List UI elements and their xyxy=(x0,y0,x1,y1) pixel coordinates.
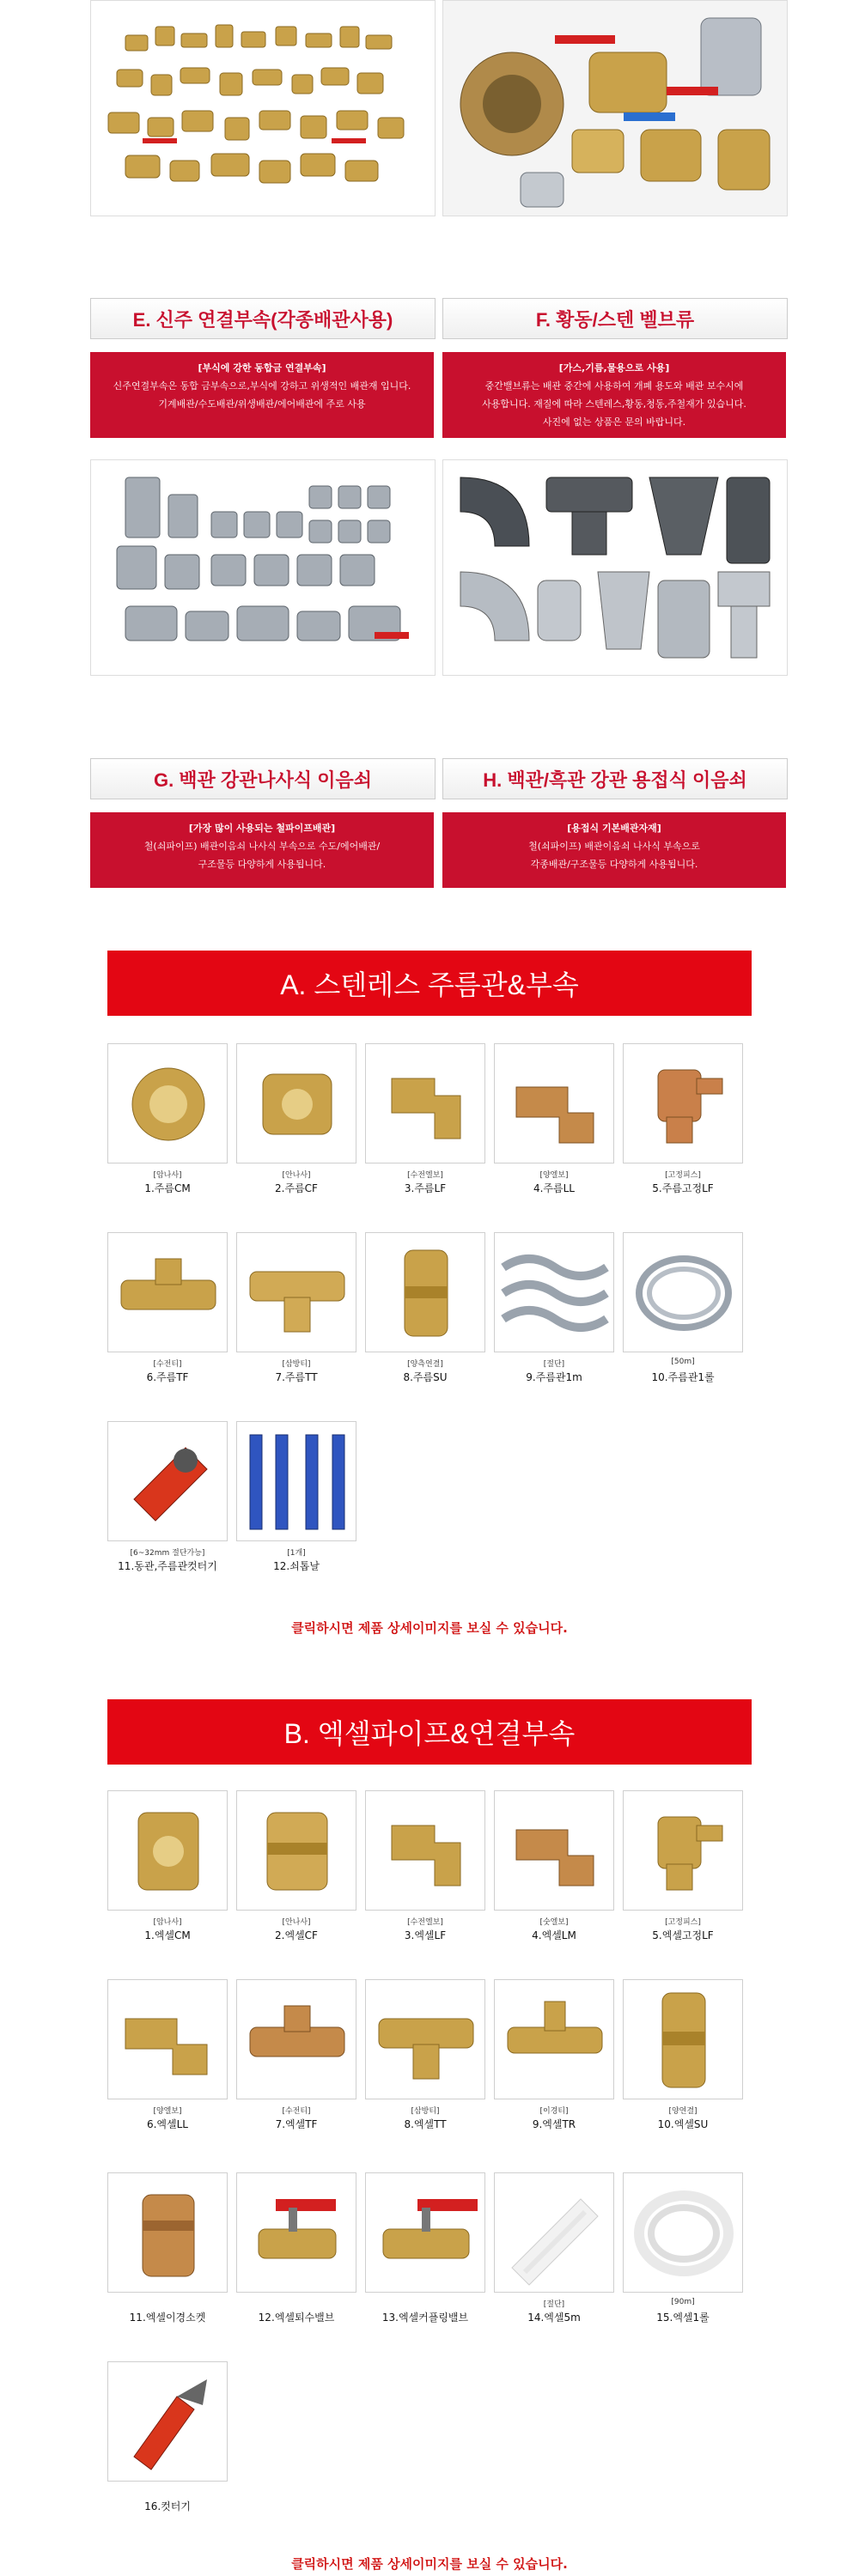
product-thumbnail[interactable] xyxy=(623,1043,743,1163)
product-tile[interactable] xyxy=(494,1043,614,1195)
product-name[interactable]: 2.엑셀CF xyxy=(275,1929,318,1941)
product-tile[interactable] xyxy=(494,1979,614,2131)
product-name[interactable]: 9.엑셀TR xyxy=(532,2118,576,2130)
product-tile[interactable] xyxy=(365,1979,485,2131)
product-name[interactable]: 10.주름관1롤 xyxy=(651,1371,715,1383)
product-thumbnail[interactable] xyxy=(365,1979,485,2099)
product-name[interactable]: 12.쇠톱날 xyxy=(273,1560,320,1572)
product-tile[interactable] xyxy=(365,2172,485,2324)
product-thumbnail[interactable] xyxy=(236,1043,356,1163)
category-line: 신주연결부속은 동합 금부속으로,부식에 강하고 위생적인 배관재 입니다. xyxy=(113,380,411,392)
section-a-banner: A. 스텐레스 주름관&부속 xyxy=(107,951,752,1016)
product-name[interactable]: 11.동관,주름관컷터기 xyxy=(118,1560,217,1572)
product-tile[interactable] xyxy=(236,1421,356,1573)
product-name[interactable]: 1.주름CM xyxy=(144,1182,191,1194)
category-line: 중간밸브류는 배관 중간에 사용하여 개폐 용도와 배관 보수시에 xyxy=(484,380,744,392)
product-name[interactable]: 12.엑셀퇴수밸브 xyxy=(258,2312,335,2324)
category-line: 기계배관/수도배관/위생배관/에어배관에 주로 사용 xyxy=(158,398,366,410)
product-tile[interactable] xyxy=(107,1043,228,1195)
product-tile[interactable] xyxy=(107,1421,228,1573)
galvanized-fittings-photo xyxy=(90,459,436,676)
product-name[interactable]: 14.엑셀5m xyxy=(527,2312,581,2324)
product-tag: [고정피스] xyxy=(665,1918,701,1927)
product-tag: [수전티] xyxy=(153,1360,182,1369)
product-name[interactable]: 1.엑셀CM xyxy=(144,1929,191,1941)
product-tile[interactable] xyxy=(107,1979,228,2131)
product-thumbnail[interactable] xyxy=(107,1421,228,1541)
product-tag xyxy=(236,2298,356,2308)
product-thumbnail[interactable] xyxy=(107,1232,228,1352)
product-name[interactable]: 6.주름TF xyxy=(146,1371,189,1383)
brass-fittings-photo xyxy=(90,0,436,216)
category-title-g[interactable]: G. 백관 강관나사식 이음쇠 xyxy=(90,758,436,799)
section-b-banner: B. 엑셀파이프&연결부속 xyxy=(107,1699,752,1765)
product-name[interactable]: 3.엑셀LF xyxy=(404,1929,447,1941)
product-tag xyxy=(107,2298,228,2308)
detail-image-note[interactable]: 클릭하시면 제품 상세이미지를 보실 수 있습니다. xyxy=(291,1620,568,1636)
product-name[interactable]: 8.주름SU xyxy=(403,1371,448,1383)
product-tag: [이경티] xyxy=(539,2107,569,2116)
product-tile[interactable] xyxy=(236,1979,356,2131)
category-desc-g xyxy=(90,812,434,888)
product-tile[interactable] xyxy=(107,2172,228,2324)
product-name[interactable]: 3.주름LF xyxy=(404,1182,447,1194)
product-tile[interactable] xyxy=(623,1979,743,2131)
product-thumbnail[interactable] xyxy=(365,2172,485,2293)
product-tag xyxy=(365,2298,485,2308)
product-thumbnail[interactable] xyxy=(107,1043,228,1163)
category-subtitle-e: [부식에 강한 동합금 연결부속] xyxy=(198,362,326,374)
category-line: 사용합니다. 재질에 따라 스텐레스,황동,청동,주철재가 있습니다. xyxy=(482,398,746,410)
category-desc-h xyxy=(442,812,786,888)
product-thumbnail[interactable] xyxy=(365,1043,485,1163)
product-name[interactable]: 9.주름관1m xyxy=(526,1371,582,1383)
product-tile[interactable] xyxy=(623,1790,743,1942)
product-tag: [암나사] xyxy=(153,1918,182,1927)
category-line: 구조물등 다양하게 사용됩니다. xyxy=(198,859,326,870)
product-tag: [6~32mm 절단가능] xyxy=(130,1549,205,1558)
product-tag: [절단] xyxy=(543,2300,565,2309)
product-tile[interactable] xyxy=(107,1232,228,1384)
product-name[interactable]: 5.주름고정LF xyxy=(652,1182,714,1194)
product-name[interactable]: 13.엑셀커플링밸브 xyxy=(381,2312,469,2324)
product-tile[interactable] xyxy=(494,1790,614,1942)
product-tag: [수전엘보] xyxy=(407,1171,443,1180)
product-thumbnail[interactable] xyxy=(107,1979,228,2099)
product-name[interactable]: 7.주름TT xyxy=(275,1371,318,1383)
product-tile[interactable] xyxy=(236,1043,356,1195)
category-line: 사진에 없는 상품은 문의 바랍니다. xyxy=(542,416,686,428)
product-tile[interactable] xyxy=(236,1790,356,1942)
product-thumbnail[interactable] xyxy=(494,1790,614,1911)
product-tile[interactable] xyxy=(623,2172,743,2324)
product-thumbnail[interactable] xyxy=(236,1421,356,1541)
product-thumbnail[interactable] xyxy=(107,1790,228,1911)
product-tag: [안나사] xyxy=(282,1918,311,1927)
product-thumbnail[interactable] xyxy=(236,2172,356,2293)
product-thumbnail[interactable] xyxy=(494,1043,614,1163)
product-thumbnail[interactable] xyxy=(623,1232,743,1352)
product-tag: [양측연결] xyxy=(407,1360,443,1369)
category-title-h[interactable]: H. 백관/흑관 강관 용접식 이음쇠 xyxy=(442,758,788,799)
product-tile[interactable] xyxy=(365,1232,485,1384)
product-tag: [수전엘보] xyxy=(407,1918,443,1927)
product-thumbnail[interactable] xyxy=(236,1232,356,1352)
product-tag: [1개] xyxy=(287,1549,306,1558)
product-tag: [50m] xyxy=(671,1358,695,1366)
product-thumbnail[interactable] xyxy=(236,1979,356,2099)
product-tile[interactable] xyxy=(236,2172,356,2324)
product-name[interactable]: 11.엑셀이경소켓 xyxy=(129,2312,206,2324)
product-tile[interactable] xyxy=(107,2361,228,2513)
product-tag: [수전티] xyxy=(282,2107,311,2116)
product-tile[interactable] xyxy=(365,1790,485,1942)
product-tag: [숫엘보] xyxy=(539,1918,569,1927)
category-subtitle-h: [용접식 기본배관자재] xyxy=(567,823,661,834)
product-thumbnail[interactable] xyxy=(107,2361,228,2482)
product-tag: [90m] xyxy=(671,2298,695,2306)
product-tag: [삼방티] xyxy=(282,1360,311,1369)
product-thumbnail[interactable] xyxy=(623,1790,743,1911)
category-subtitle-g: [가장 많이 사용되는 철파이프배관] xyxy=(188,823,336,834)
product-thumbnail[interactable] xyxy=(236,1790,356,1911)
product-tile[interactable] xyxy=(236,1232,356,1384)
product-tag xyxy=(107,2487,228,2497)
product-name[interactable]: 10.엑셀SU xyxy=(657,2118,709,2130)
product-thumbnail[interactable] xyxy=(494,2172,614,2293)
product-name[interactable]: 4.엑셀LM xyxy=(532,1929,576,1941)
product-thumbnail[interactable] xyxy=(623,1979,743,2099)
category-subtitle-f: [가스,기름,물용으로 사용] xyxy=(558,362,670,374)
category-desc-f xyxy=(442,352,786,438)
product-tile[interactable] xyxy=(623,1232,743,1384)
product-tile[interactable] xyxy=(494,2172,614,2324)
product-tile[interactable] xyxy=(365,1043,485,1195)
product-tag: [양엘보] xyxy=(153,2107,182,2116)
product-tile[interactable] xyxy=(107,1790,228,1942)
product-thumbnail[interactable] xyxy=(623,2172,743,2293)
product-tag: [양연결] xyxy=(668,2107,698,2116)
category-desc-e xyxy=(90,352,434,438)
product-name[interactable]: 6.엑셀LL xyxy=(146,2118,188,2130)
product-name[interactable]: 4.주름LL xyxy=(533,1182,575,1194)
product-name[interactable]: 8.엑셀TT xyxy=(404,2118,447,2130)
product-tag: [암나사] xyxy=(153,1171,182,1180)
product-name[interactable]: 2.주름CF xyxy=(275,1182,318,1194)
product-tile[interactable] xyxy=(494,1232,614,1384)
product-tag: [삼방티] xyxy=(411,2107,440,2116)
product-name[interactable]: 7.엑셀TF xyxy=(275,2118,318,2130)
product-name[interactable]: 16.컷터기 xyxy=(144,2500,191,2512)
detail-image-note[interactable]: 클릭하시면 제품 상세이미지를 보실 수 있습니다. xyxy=(291,2556,568,2572)
product-name[interactable]: 5.엑셀고정LF xyxy=(652,1929,714,1941)
product-thumbnail[interactable] xyxy=(494,1232,614,1352)
product-thumbnail[interactable] xyxy=(107,2172,228,2293)
category-line: 각종배관/구조물등 다양하게 사용됩니다. xyxy=(530,859,698,870)
product-tag: [양엘보] xyxy=(539,1171,569,1180)
valves-photo xyxy=(442,0,788,216)
product-tag: [고정피스] xyxy=(665,1171,701,1180)
product-tag: [절단] xyxy=(543,1360,565,1369)
product-tag: [안나사] xyxy=(282,1171,311,1180)
category-line: 철(쇠파이프) 배관이음쇠 나사식 부속으로 xyxy=(528,841,700,852)
category-line: 철(쇠파이프) 배관이음쇠 나사식 부속으로 수도/에어배관/ xyxy=(143,841,381,852)
category-title-f[interactable]: F. 황동/스텐 벨브류 xyxy=(442,298,788,339)
product-thumbnail[interactable] xyxy=(494,1979,614,2099)
welded-fittings-photo xyxy=(442,459,788,676)
product-thumbnail[interactable] xyxy=(365,1232,485,1352)
product-thumbnail[interactable] xyxy=(365,1790,485,1911)
product-tile[interactable] xyxy=(623,1043,743,1195)
product-name[interactable]: 15.엑셀1롤 xyxy=(656,2312,710,2324)
category-title-e[interactable]: E. 신주 연결부속(각종배관사용) xyxy=(90,298,436,339)
